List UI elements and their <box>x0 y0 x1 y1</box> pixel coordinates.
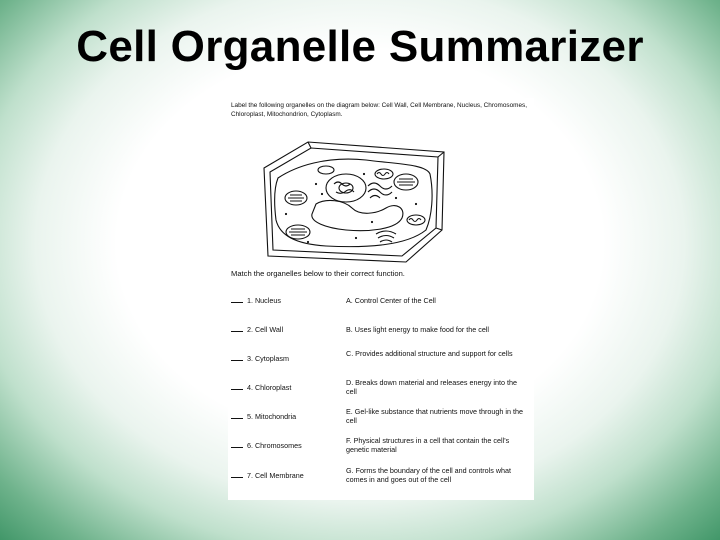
vacuole <box>312 201 403 231</box>
answer-blank[interactable] <box>231 354 243 361</box>
organelle-label: 2. Cell Wall <box>247 325 284 334</box>
nucleus <box>326 174 366 202</box>
organelle-item <box>231 296 281 305</box>
cell-membrane <box>275 159 432 247</box>
organelle-item <box>231 325 283 334</box>
organelle-item <box>231 412 296 421</box>
function-item: G. Forms the boundary of the cell and controls what comes in and goes out of the cell <box>346 466 511 484</box>
answer-blank[interactable] <box>231 471 243 478</box>
organelle-label: 1. Nucleus <box>247 296 281 305</box>
function-item: D. Breaks down material and releases energy into the cell <box>346 378 517 396</box>
match-heading: Match the organelles below to their correct function. <box>231 269 405 278</box>
worksheet-instructions: Label the following organelles on the diagram below: Cell Wall, Cell Membrane, Nucleus, Chromosomes, Chloroplast, Mitochondrion, Cytoplasm. <box>231 102 528 118</box>
function-item: B. Uses light energy to make food for the cell <box>346 325 490 334</box>
golgi <box>376 231 396 242</box>
organelle-item <box>231 383 291 392</box>
worksheet-page <box>228 98 534 500</box>
organelle-label: 6. Chromosomes <box>247 441 302 450</box>
organelle-label: 4. Chloroplast <box>247 383 292 392</box>
answer-blank[interactable] <box>231 383 243 390</box>
organelle-label: 7. Cell Membrane <box>247 471 304 480</box>
organelle-item <box>231 471 304 480</box>
mitochondrion-2 <box>407 215 425 225</box>
organelle-item <box>231 354 289 363</box>
answer-blank[interactable] <box>231 325 243 332</box>
function-item: A. Control Center of the Cell <box>346 296 436 305</box>
organelle-item <box>231 441 302 450</box>
organelle-label: 3. Cytoplasm <box>247 354 289 363</box>
function-item: C. Provides additional structure and support for cells <box>346 349 513 358</box>
function-item: E. Gel-like substance that nutrients move through in the cell <box>346 407 523 425</box>
answer-blank[interactable] <box>231 296 243 303</box>
answer-blank[interactable] <box>231 412 243 419</box>
mitochondrion-1 <box>375 169 393 179</box>
function-item: F. Physical structures in a cell that contain the cell's genetic material <box>346 436 510 454</box>
endoplasmic-reticulum <box>368 183 392 198</box>
mitochondrion-3 <box>318 166 334 174</box>
answer-blank[interactable] <box>231 441 243 448</box>
plant-cell-diagram <box>256 134 446 266</box>
organelle-label: 5. Mitochondria <box>247 412 297 421</box>
slide-title: Cell Organelle Summarizer <box>76 22 644 71</box>
